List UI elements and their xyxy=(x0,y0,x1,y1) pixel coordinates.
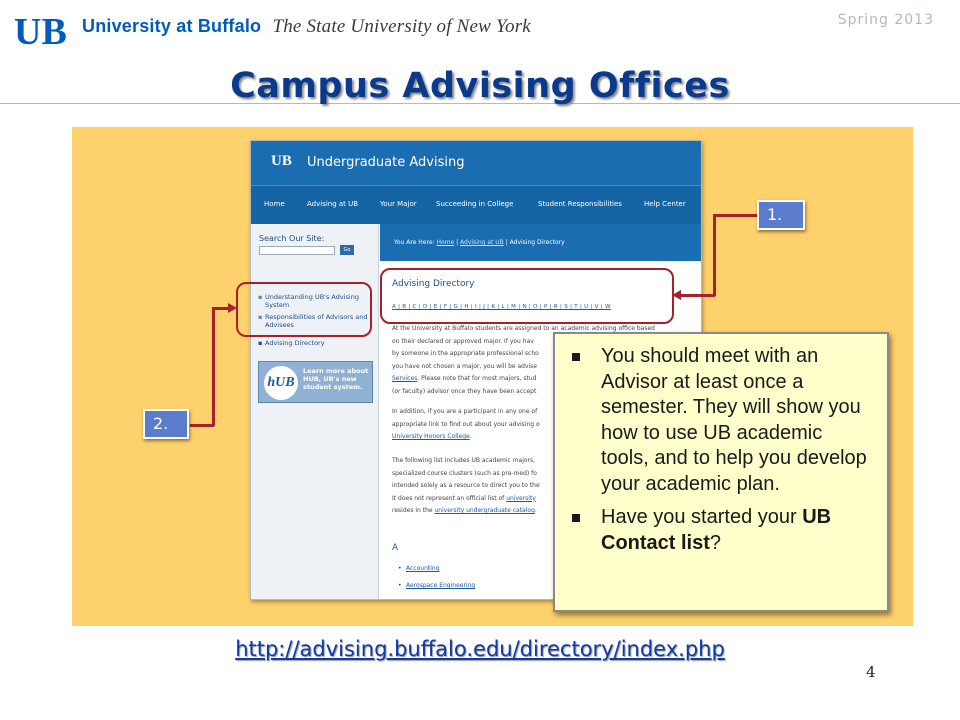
callout-tag-2: 2. xyxy=(143,409,189,439)
bullet-text: ? xyxy=(709,531,722,554)
alphabet-index[interactable]: A | B | C | D | E | F | G | H | I | J | K | L | M | N | O | P | R | S | T | U | V | W xyxy=(392,304,611,310)
bullet-text: Have you started your xyxy=(601,506,803,528)
honors-college-link[interactable]: University Honors College xyxy=(392,433,470,440)
nav-item-your-major[interactable]: Your Major xyxy=(380,200,417,208)
hub-logo-icon: hUB xyxy=(264,366,298,400)
search-label: Search Our Site: xyxy=(259,234,325,243)
connector-line-1 xyxy=(680,294,715,297)
directory-heading: Advising Directory xyxy=(392,279,475,289)
para-line: resides in the xyxy=(392,507,435,514)
para-line: . xyxy=(469,433,472,440)
para-line: intended solely as a resource to direct you to the xyxy=(392,482,540,489)
connector-line-1 xyxy=(714,214,758,217)
list-item-accounting[interactable]: • Accounting xyxy=(406,565,440,572)
para-line: specialized course clusters (such as pre-med) fo xyxy=(392,469,537,477)
para-line: In addition, if you are a participant in any one of xyxy=(392,408,538,415)
contact-list-emphasis: UB Contact list xyxy=(601,506,832,554)
breadcrumb-home-link[interactable]: Home xyxy=(436,239,455,246)
nav-item-responsibilities[interactable]: Student Responsibilities xyxy=(538,200,622,208)
page-number: 4 xyxy=(866,663,876,681)
search-go-button[interactable]: Go xyxy=(340,245,354,255)
arrow-right-icon xyxy=(228,303,237,313)
site-header xyxy=(251,141,702,185)
breadcrumb-separator: | xyxy=(503,239,510,246)
para-line: It does not represent an official list of xyxy=(392,494,507,502)
institution-title: University at Buffalo xyxy=(82,16,262,36)
para-line: . xyxy=(534,507,537,514)
site-logo-icon: UB xyxy=(271,153,292,169)
arrow-left-icon xyxy=(672,290,681,300)
connector-line-1 xyxy=(713,214,716,296)
advice-bullet-1: You should meet with an Advisor at least once a semester. They will show you how to use UB academic tools, and to help you develop your academic plan. xyxy=(601,344,875,497)
nav-item-advising[interactable]: Advising at UB xyxy=(307,200,359,208)
catalog-link[interactable]: university undergraduate catalog xyxy=(434,507,535,514)
ub-logo-text: UB xyxy=(14,12,67,50)
nav-item-succeeding[interactable]: Succeeding in College xyxy=(436,200,514,208)
para-line: . Please note that for most majors, stud xyxy=(417,375,537,382)
callout-tag-1: 1. xyxy=(757,200,805,230)
institution-tagline: The State University of New York xyxy=(272,16,531,37)
connector-line-2 xyxy=(212,308,215,426)
nav-item-help-center[interactable]: Help Center xyxy=(644,200,686,208)
highlight-ring-directory xyxy=(380,268,674,324)
nav-item-home[interactable]: Home xyxy=(264,200,285,208)
advice-list xyxy=(601,344,875,556)
breadcrumb-bar xyxy=(380,224,702,261)
sidebar-item-advising-system[interactable]: ▪ Understanding UB's Advising System xyxy=(265,293,369,309)
advice-note-box xyxy=(553,332,889,612)
site-nav-bar xyxy=(251,185,702,224)
slide-title: Campus Advising Offices xyxy=(230,66,730,106)
highlight-ring-sidebar xyxy=(236,282,372,337)
breadcrumb-current: Advising Directory xyxy=(509,239,565,246)
institution-name xyxy=(82,16,531,38)
site-sidebar xyxy=(251,224,379,600)
search-input[interactable] xyxy=(259,246,335,255)
advice-bullet-2 xyxy=(601,505,875,556)
directory-url-link[interactable]: http://advising.buffalo.edu/directory/index.php xyxy=(235,637,725,661)
list-item-aerospace[interactable]: • Aerospace Engineering xyxy=(406,582,475,589)
hub-banner-text: Learn more about HUB, UB's new student system. xyxy=(303,367,369,391)
breadcrumb-separator: | xyxy=(454,239,461,246)
semester-label: Spring 2013 xyxy=(837,12,934,28)
para-line: At the University at Buffalo students are assigned to an academic advising office based xyxy=(392,325,655,332)
sidebar-item-advising-directory[interactable]: ▪ Advising Directory xyxy=(265,339,369,347)
services-link[interactable]: Services xyxy=(392,375,418,382)
breadcrumb xyxy=(394,239,565,246)
connector-line-2 xyxy=(190,424,214,427)
para-line: appropriate link to find out about your advising o xyxy=(392,420,540,428)
para-line: on their declared or approved major. If you hav xyxy=(392,337,534,345)
para-line: by someone in the appropriate professional scho xyxy=(392,350,539,357)
breadcrumb-advising-link[interactable]: Advising at UB xyxy=(460,239,504,246)
ub-logo-icon xyxy=(14,12,76,50)
breadcrumb-prefix: You Are Here: xyxy=(394,239,437,246)
para-line: you have not chosen a major, you will be advise xyxy=(392,362,537,370)
university-link[interactable]: university xyxy=(506,494,536,502)
para-line: The following list includes UB academic majors, xyxy=(392,457,536,464)
hub-banner[interactable] xyxy=(258,361,373,403)
site-title: Undergraduate Advising xyxy=(307,155,465,170)
sidebar-item-responsibilities[interactable]: ▪ Responsibilities of Advisors and Advisees xyxy=(265,313,369,329)
section-letter-a: A xyxy=(392,543,399,553)
para-line: (or faculty) advisor once they have been accept xyxy=(392,387,537,395)
